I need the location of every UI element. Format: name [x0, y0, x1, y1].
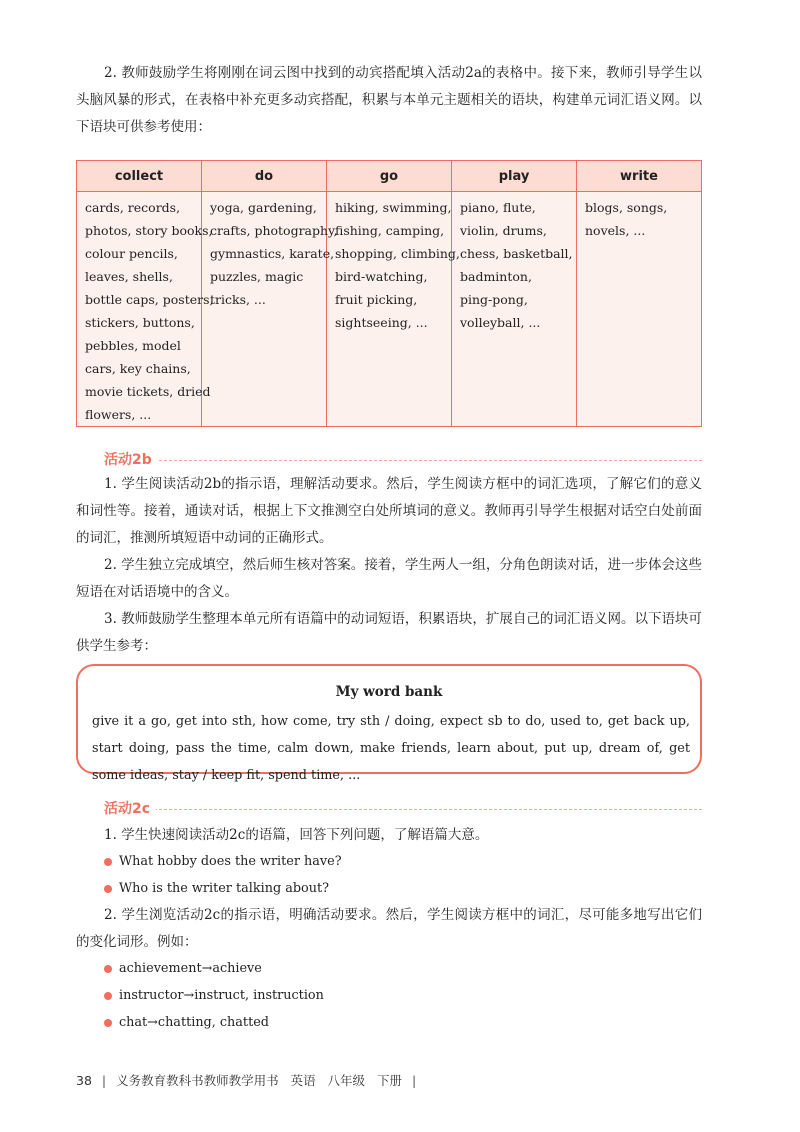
subject: 英语 — [290, 1073, 316, 1088]
verb-noun-table — [76, 160, 702, 427]
table-cell-line: flowers, ... — [85, 407, 152, 422]
section-2c-paragraph-1: 1. 学生快速阅读活动2c的语篇，回答下列问题，了解语篇大意。 — [104, 827, 489, 843]
table-cell-line: novels, ... — [585, 223, 646, 238]
list-item — [104, 986, 324, 1006]
section-header-2b — [104, 450, 702, 470]
question-text: Who is the writer talking about? — [119, 881, 329, 896]
table-cell-line: gymnastics, karate, — [210, 246, 335, 261]
dashed-divider — [104, 460, 702, 461]
table-cell-line: colour pencils, — [85, 246, 178, 261]
section-2b-paragraph-2: 2. 学生独立完成填空，然后师生核对答案。接着，学生两人一组，分角色朗读对话，进一步体会这些短语在对话语境中的含义。 — [76, 557, 702, 600]
question-text: What hobby does the writer have? — [119, 854, 342, 869]
bullet-icon — [104, 965, 112, 973]
list-item — [104, 1013, 269, 1033]
table-cell-line: badminton, — [460, 269, 532, 284]
section-2b-paragraph-3: 3. 教师鼓励学生整理本单元所有语篇中的动词短语，积累语块，扩展自己的词汇语义网。以下语块可供学生参考： — [76, 611, 702, 654]
table-cell-line: puzzles, magic — [210, 269, 304, 284]
table-cell-line: sightseeing, ... — [335, 315, 428, 330]
example-text: instructor→instruct, instruction — [119, 988, 324, 1003]
word-bank-text: give it a go, get into sth, how come, try sth / doing, expect sb to do, used to, get back up, start doing, pass the time, calm down, make friends, learn about, put up, dream of, get some ideas, stay / keep fit, spend time, ... — [92, 714, 690, 783]
table-cell-line: hiking, swimming, — [335, 200, 452, 215]
section-header-2c — [104, 799, 702, 819]
table-cell-line: cars, key chains, — [85, 361, 191, 376]
table-cell-line: leaves, shells, — [85, 269, 173, 284]
table-header: go — [327, 161, 452, 192]
table-cell-line: fishing, camping, — [335, 223, 445, 238]
table-cell-line: movie tickets, dried — [85, 384, 211, 399]
word-bank-title: My word bank — [335, 684, 443, 700]
table-cell-line: shopping, climbing, — [335, 246, 460, 261]
footer-separator: | — [411, 1073, 417, 1088]
volume: 下册 — [376, 1073, 402, 1088]
footer-separator: | — [101, 1073, 107, 1088]
table-cell-line: chess, basketball, — [460, 246, 573, 261]
book-title: 义务教育教科书教师教学用书 — [116, 1073, 279, 1088]
section-2b-paragraph-1: 1. 学生阅读活动2b的指示语，理解活动要求。然后，学生阅读方框中的词汇选项，了解它们的意义和词性等。接着，通读对话，根据上下文推测空白处所填词的意义。教师再引导学生根据对话空白处前面的词汇，推测所填短语中动词的正确形式。 — [76, 476, 702, 546]
grade: 八年级 — [327, 1073, 366, 1088]
table-cell-line: stickers, buttons, — [85, 315, 195, 330]
page-number: 38 — [76, 1073, 92, 1088]
table-cell-line: piano, flute, — [460, 200, 536, 215]
bullet-icon — [104, 1019, 112, 1027]
table-cell-line: crafts, photography, — [210, 223, 338, 238]
example-text: achievement→achieve — [119, 961, 262, 976]
example-text: chat→chatting, chatted — [119, 1015, 269, 1030]
table-cell-write — [577, 192, 702, 427]
table-header: do — [202, 161, 327, 192]
bullet-icon — [104, 858, 112, 866]
section-label: 活动2c — [104, 799, 156, 819]
table-cell-line: pebbles, model — [85, 338, 181, 353]
table-header: play — [452, 161, 577, 192]
list-item — [104, 852, 342, 872]
dashed-divider — [104, 809, 702, 810]
table-cell-line: violin, drums, — [460, 223, 547, 238]
table-cell-go — [327, 192, 460, 427]
table-cell-line: photos, story books, — [85, 223, 213, 238]
bullet-icon — [104, 885, 112, 893]
table-cell-line: ping-pong, — [460, 292, 528, 307]
table-header: write — [577, 161, 702, 192]
table-cell-line: tricks, ... — [210, 292, 266, 307]
table-cell-line: bottle caps, posters, — [85, 292, 214, 307]
table-cell-line: bird-watching, — [335, 269, 428, 284]
page-footer — [76, 1071, 426, 1089]
table-cell-do — [202, 192, 338, 427]
table-cell-collect — [77, 192, 214, 427]
table-cell-line: yoga, gardening, — [210, 200, 317, 215]
table-cell-line: cards, records, — [85, 200, 181, 215]
intro-paragraph: 2. 教师鼓励学生将刚刚在词云图中找到的动宾搭配填入活动2a的表格中。接下来，教师引导学生以头脑风暴的形式，在表格中补充更多动宾搭配，积累与本单元主题相关的语块，构建单元词汇语义网。以下语块可供参考使用： — [76, 65, 702, 135]
list-item — [104, 879, 329, 899]
section-2c-paragraph-2: 2. 学生浏览活动2c的指示语，明确活动要求。然后，学生阅读方框中的词汇，尽可能多地写出它们的变化词形。例如： — [76, 907, 702, 950]
table-row — [77, 192, 702, 427]
word-bank-box — [76, 664, 702, 783]
table-cell-line: blogs, songs, — [585, 200, 668, 215]
table-cell-line: volleyball, ... — [460, 315, 541, 330]
table-header: collect — [77, 161, 202, 192]
table-cell-play — [452, 192, 577, 427]
list-item — [104, 959, 262, 979]
section-label: 活动2b — [104, 450, 158, 470]
table-cell-line: fruit picking, — [335, 292, 418, 307]
table-header-row — [77, 161, 702, 192]
bullet-icon — [104, 992, 112, 1000]
